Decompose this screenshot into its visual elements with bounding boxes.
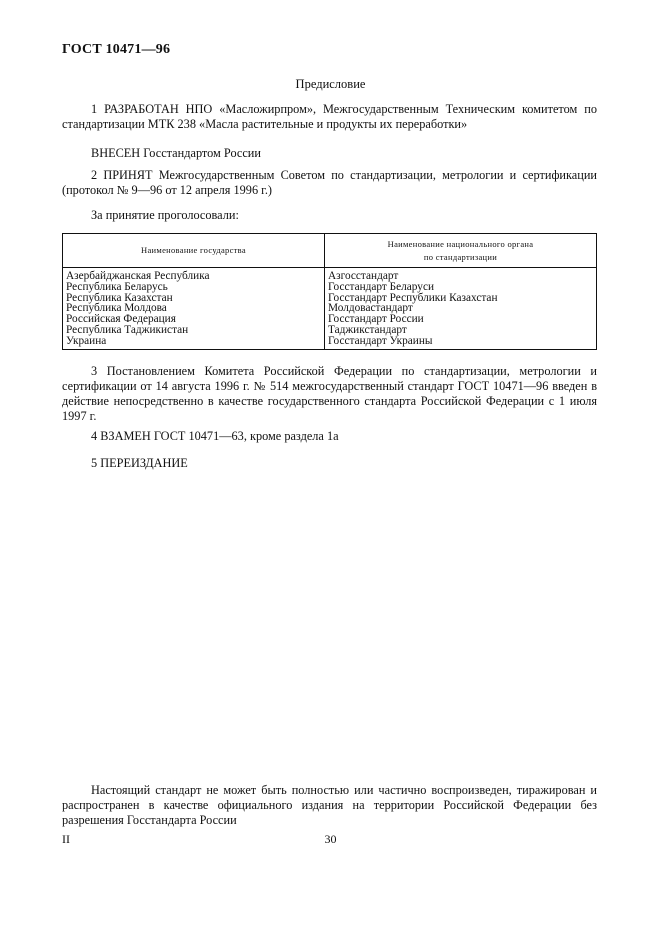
state-cell: Республика Беларусь — [63, 282, 325, 293]
column-header-national-body-line2: по стандартизации — [423, 251, 498, 262]
footer-roman-mark: II — [62, 832, 70, 846]
state-cell: Украина — [63, 336, 325, 349]
paragraph-enacted-by-decree: 3 Постановлением Комитета Российской Федерации по стандартизации, метрологии и сертификации от 14 августа 1996 г. № 514 межгосударственный стандарт ГОСТ 10471—96 введен в действие непосредственно в качестве государственного стандарта Российской Федерации с 1 июля 1997 г. — [62, 364, 597, 423]
state-cell: Российская Федерация — [63, 314, 325, 325]
state-cell: Республика Молдова — [63, 303, 325, 314]
table-row — [63, 268, 597, 282]
paragraph-voted-for: За принятие проголосовали: — [91, 208, 239, 222]
paragraph-introduced-by: ВНЕСЕН Госстандартом России — [91, 146, 261, 160]
page-number: 30 — [324, 832, 337, 846]
table-row — [63, 282, 597, 293]
national-body-cell: Молдовастандарт — [325, 303, 597, 314]
column-header-national-body — [325, 234, 597, 268]
national-body-cell: Госстандарт Украины — [325, 336, 597, 349]
preface-title: Предисловие — [295, 77, 366, 91]
national-body-cell: Таджикстандарт — [325, 325, 597, 336]
national-body-cell: Госстандарт Беларуси — [325, 282, 597, 293]
standard-header: ГОСТ 10471—96 — [62, 42, 171, 57]
national-body-cell: Госстандарт Республики Казахстан — [325, 293, 597, 304]
table-row — [63, 336, 597, 349]
column-header-state: Наименование государства — [63, 234, 325, 268]
copyright-notice: Настоящий стандарт не может быть полностью или частично воспроизведен, тиражирован и распространен в качестве официального издания на территории Российской Федерации без разрешения Госстандарта России — [62, 783, 597, 827]
state-cell: Республика Казахстан — [63, 293, 325, 304]
paragraph-adopted-by: 2 ПРИНЯТ Межгосударственным Советом по стандартизации, метрологии и сертификации (протокол № 9—96 от 12 апреля 1996 г.) — [62, 168, 597, 197]
voting-states-table — [62, 233, 597, 350]
state-cell: Республика Таджикистан — [63, 325, 325, 336]
paragraph-developed-by: 1 РАЗРАБОТАН НПО «Масложирпром», Межгосударственным Техническим комитетом по стандартизации МТК 238 «Масла растительные и продукты их переработки» — [62, 102, 597, 131]
state-cell: Азербайджанская Республика — [63, 268, 325, 282]
column-header-national-body-line1: Наименование национального органа — [387, 238, 534, 249]
paragraph-replaces: 4 ВЗАМЕН ГОСТ 10471—63, кроме раздела 1а — [91, 429, 339, 443]
national-body-cell: Госстандарт России — [325, 314, 597, 325]
table-header-row — [63, 234, 597, 268]
national-body-cell: Азгосстандарт — [325, 268, 597, 282]
paragraph-reissue: 5 ПЕРЕИЗДАНИЕ — [91, 456, 188, 470]
